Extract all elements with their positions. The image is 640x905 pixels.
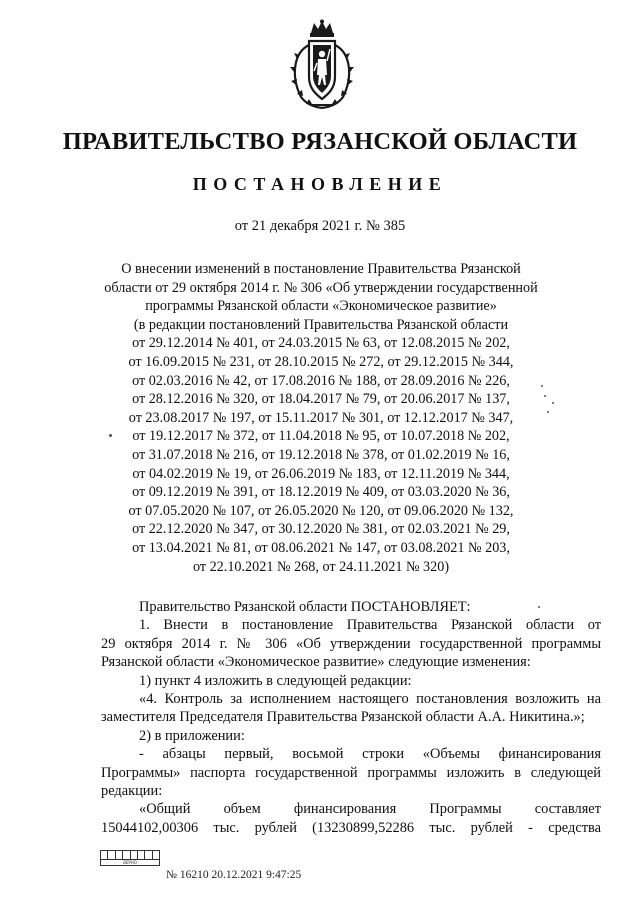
quote-line: заместителя Председателя Правительства Рязанской области А.А. Никитина.»;	[101, 709, 585, 726]
paragraph-line: редакции:	[101, 783, 163, 800]
subject-line: от 04.02.2019 № 19, от 26.06.2019 № 183, от 12.11.2019 № 344,	[132, 465, 510, 482]
scan-speck	[552, 402, 554, 404]
item-1-line: Рязанской области «Экономическое развитие» следующие изменения:	[101, 654, 531, 671]
subject-line: программы Рязанской области «Экономическое развитие»	[145, 298, 497, 315]
subitem-1: 1) пункт 4 изложить в следующей редакции:	[139, 672, 412, 689]
subject-line: от 22.10.2021 № 268, от 24.11.2021 № 320)	[192, 558, 450, 575]
scan-speck	[547, 411, 549, 413]
paragraph-line: Программы» паспорта государственной программы изложить в следующей	[101, 764, 601, 781]
document-subject	[70, 260, 572, 576]
scan-speck	[538, 606, 540, 608]
subject-line: (в редакции постановлений Правительства Рязанской области	[133, 316, 509, 333]
document-body	[101, 598, 601, 837]
document-type-heading: ПОСТАНОВЛЕНИЕ	[192, 174, 448, 194]
subitem-2: 2) в приложении:	[139, 727, 245, 744]
scan-speck	[109, 434, 112, 437]
subject-line: О внесении изменений в постановление Правительства Рязанской	[121, 261, 521, 277]
subject-line: от 23.08.2017 № 197, от 15.11.2017 № 301, от 12.12.2017 № 347,	[128, 409, 514, 426]
subject-line: области от 29 октября 2014 г. № 306 «Об утверждении государственной	[104, 279, 538, 296]
quote-line: «4. Контроль за исполнением настоящего постановления возложить на	[139, 691, 601, 708]
paragraph-line: - абзацы первый, восьмой строки «Объемы финансирования	[139, 746, 601, 763]
item-1-line: 29 октября 2014 г. № 306 «Об утверждении государственной программы	[101, 635, 601, 652]
financing-line: 15044102,00306 тыс. рублей (13230899,52286 тыс. рублей - средства	[101, 819, 601, 836]
subject-line: от 02.03.2016 № 42, от 17.08.2016 № 188, от 28.09.2016 № 226,	[132, 372, 510, 389]
registration-stamp	[100, 850, 160, 866]
subject-line: от 31.07.2018 № 216, от 19.12.2018 № 378, от 01.02.2019 № 16,	[132, 446, 510, 463]
stamp-caption: ВЕРНО	[123, 860, 137, 865]
financing-line: «Общий объем финансирования Программы составляет	[139, 801, 601, 818]
intro-paragraph: Правительство Рязанской области ПОСТАНОВЛЯЕТ:	[139, 599, 471, 615]
scan-speck	[544, 395, 546, 397]
government-title: ПРАВИТЕЛЬСТВО РЯЗАНСКОЙ ОБЛАСТИ	[62, 128, 578, 155]
subject-line: от 29.12.2014 № 401, от 24.03.2015 № 63, от 12.08.2015 № 202,	[132, 335, 510, 352]
coat-of-arms-emblem	[287, 19, 357, 111]
item-1-line: 1. Внести в постановление Правительства Рязанской области от	[139, 617, 601, 634]
subject-line: от 22.12.2020 № 347, от 30.12.2020 № 381, от 02.03.2021 № 29,	[132, 521, 510, 538]
subject-line: от 09.12.2019 № 391, от 18.12.2019 № 409, от 03.03.2020 № 36,	[132, 484, 510, 501]
scan-speck	[541, 385, 543, 387]
date-and-number: от 21 декабря 2021 г. № 385	[234, 218, 406, 234]
subject-line: от 19.12.2017 № 372, от 11.04.2018 № 95, от 10.07.2018 № 202,	[132, 428, 510, 445]
subject-line: от 07.05.2020 № 107, от 26.05.2020 № 120, от 09.06.2020 № 132,	[128, 502, 514, 519]
subject-line: от 16.09.2015 № 231, от 28.10.2015 № 272, от 29.12.2015 № 344,	[128, 353, 514, 370]
subject-line: от 13.04.2021 № 81, от 08.06.2021 № 147, от 03.08.2021 № 203,	[132, 539, 510, 556]
subject-line: от 28.12.2016 № 320, от 18.04.2017 № 79, от 20.06.2017 № 137,	[132, 391, 510, 408]
registration-number: № 16210 20.12.2021 9:47:25	[166, 869, 302, 881]
